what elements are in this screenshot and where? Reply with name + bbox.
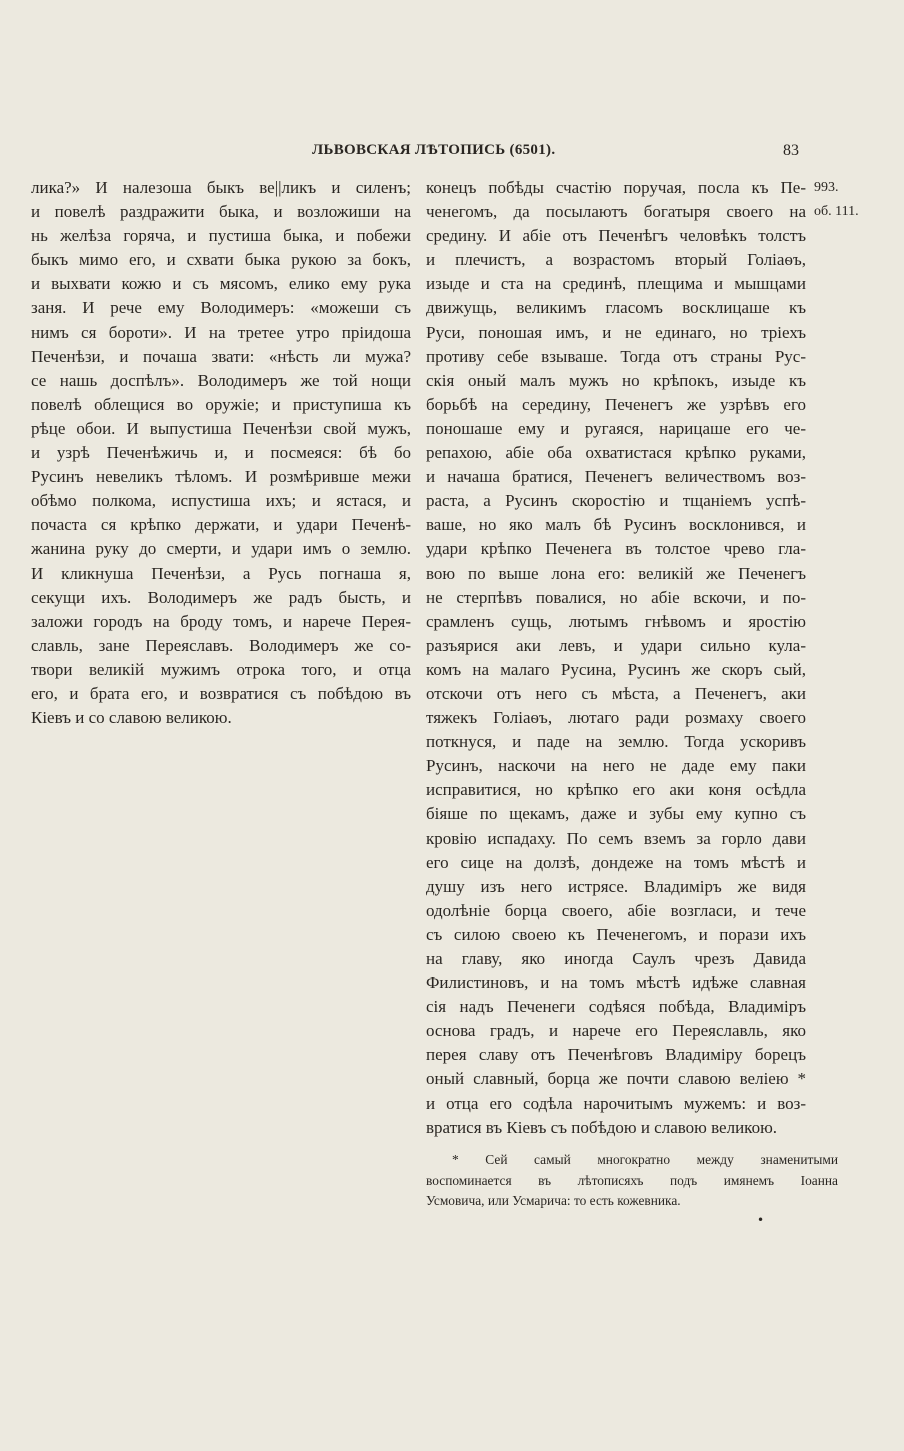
text-line: нь желѣза горяча, и пустиша быка, и побежи <box>31 226 411 246</box>
text-line: славль, зане Переяславъ. Володимеръ же со- <box>31 635 411 655</box>
text-line: основа градъ, и нарече его Переяславль, яко <box>426 1021 806 1041</box>
text-line: секущи ихъ. Володимеръ же радъ бысть, и <box>31 587 411 607</box>
text-line: изыде и ста на срединѣ, плещима и мышцами <box>426 274 806 294</box>
text-line: поткнуся, и паде на землю. Тогда ускоривъ <box>426 732 806 752</box>
text-line: Кіевъ и со славою великою. <box>31 708 232 728</box>
text-line: се нашь доспѣлъ». Володимеръ же той нощи <box>31 370 411 390</box>
text-line: ченегомъ, да посылаютъ богатыря своего на <box>426 202 806 222</box>
text-line: раста, а Русинъ скоростію и тщаніемъ успѣ- <box>426 491 806 511</box>
text-line: его, и брата его, и возвратися съ побѣдою въ <box>31 683 411 703</box>
page-title: ЛЬВОВСКАЯ ЛѢТОПИСЬ (6501). <box>312 142 556 158</box>
text-line: съ силою своею къ Печенегомъ, и порази ихъ <box>426 924 806 944</box>
text-line: сія надъ Печенеги содѣяся побѣда, Владиміръ <box>426 997 806 1017</box>
text-line: быкъ мимо его, и схвати быка рукою за бокъ, <box>31 250 411 270</box>
page-number: 83 <box>783 142 799 159</box>
text-line: перея славу отъ Печенѣговъ Владиміру борецъ <box>426 1045 806 1065</box>
text-line: и начаша братися, Печенегъ величествомъ воз- <box>426 467 806 487</box>
text-line: почаста ся крѣпко держати, и удари Печенѣ- <box>31 515 411 535</box>
text-line: Усмовича, или Усмарича: то есть кожевника. <box>426 1193 681 1208</box>
text-line: рѣце обои. И выпустиша Печенѣзи свой мужъ, <box>31 418 411 438</box>
text-line: жанина руку до смерти, и удари имъ о землю. <box>31 539 411 559</box>
text-line: и повелѣ раздражити быка, и возложиши на <box>31 202 411 222</box>
text-line: и узрѣ Печенѣжичь и, и посмеяся: бѣ бо <box>31 443 411 463</box>
margin-note-year: 993. <box>814 180 839 195</box>
text-line: Филистиновъ, и на томъ мѣстѣ идѣже славная <box>426 973 806 993</box>
text-line: конецъ побѣды счастію поручая, посла къ Пе- <box>426 178 806 197</box>
text-line: и плечистъ, а возрастомъ вторый Голіаѳъ, <box>426 250 806 270</box>
text-line: Русинъ, наскочи на него не даде ему паки <box>426 756 806 776</box>
text-line: его сице на долзѣ, дондеже на томъ мѣстѣ и <box>426 852 806 872</box>
text-line: И кликнуша Печенѣзи, а Русь погнаша я, <box>31 563 411 583</box>
text-line: вратися въ Кіевъ съ побѣдою и славою великою. <box>426 1117 778 1137</box>
text-line: воспоминается въ лѣтописяхъ подъ имянемъ Іоанна <box>426 1172 838 1188</box>
margin-notes <box>814 176 859 224</box>
text-line: движущь, великимъ гласомъ восклицаше къ <box>426 298 806 318</box>
text-line: поношаше ему и ругаяся, нарицаше его че- <box>426 418 806 438</box>
text-line: удари крѣпко Печенега въ толстое чрево гла- <box>426 539 806 559</box>
text-line: оный славный, борца же почти славою веліею * <box>426 1069 806 1089</box>
text-line: вою по выше лона его: великій же Печенегъ <box>426 563 806 583</box>
text-line: * Сей самый многократно между знаменитыми <box>452 1152 838 1167</box>
text-line: Руси, поношая имъ, и не единаго, но тріехъ <box>426 322 806 342</box>
text-line: ваше, но яко малъ бѣ Русинъ восклонився, и <box>426 515 806 535</box>
text-line: Печенѣзи, и почаша звати: «нѣсть ли мужа? <box>31 346 411 366</box>
text-line: не стерпѣвъ повалися, но абіе вскочи, и по- <box>426 587 806 607</box>
text-line: тяжекъ Голіаѳъ, лютаго ради розмаху своего <box>426 708 806 728</box>
page-header <box>0 140 904 164</box>
margin-note-folio: об. 111. <box>814 204 859 220</box>
text-line: борьбѣ на середину, Печенегъ же узрѣвъ его <box>426 394 806 414</box>
text-line: исправитися, но крѣпко его аки коня осѣдла <box>426 780 806 800</box>
text-line: заложи городъ на броду томъ, и нарече Перея- <box>31 611 411 631</box>
text-line: и выхвати кожю и съ мясомъ, елико ему рука <box>31 274 411 294</box>
text-line: на главу, яко иногда Саулъ чрезъ Давида <box>426 949 806 968</box>
text-line: заня. И рече ему Володимеръ: «можеши съ <box>31 298 411 318</box>
text-line: противу себе взываше. Тогда отъ страны Рус- <box>426 346 806 366</box>
ornament-dot: • <box>757 1213 765 1227</box>
right-text-column <box>426 176 806 1140</box>
text-line: нимъ ся бороти». И на третее утро пріидоша <box>31 322 411 342</box>
footnote <box>426 1150 838 1212</box>
text-line: отскочи отъ него съ мѣста, а Печенегъ, аки <box>426 683 806 703</box>
text-line: душу изъ него истрясе. Владиміръ же видя <box>426 876 806 896</box>
text-line: скія оный малъ мужъ но крѣпокъ, изыде къ <box>426 370 806 390</box>
text-line: одолѣніе борца своего, абіе возгласи, и тече <box>426 900 806 920</box>
text-line: кровію испадаху. По семъ вземъ за горло дави <box>426 828 806 848</box>
text-line: лика?» И налезоша быкъ ве||ликъ и силенъ; <box>31 178 411 197</box>
text-line: біяше по щекамъ, даже и зубы ему купно съ <box>426 804 806 824</box>
text-line: и отца его содѣла нарочитымъ мужемъ: и воз- <box>426 1093 806 1113</box>
text-line: срамленъ сущь, лютымъ гнѣвомъ и яростію <box>426 611 806 631</box>
text-line: Русинъ невеликъ тѣломъ. И розмѣривше межи <box>31 467 411 487</box>
text-line: твори великій мужимъ отрока того, и отца <box>31 659 411 679</box>
left-text-column <box>31 176 411 730</box>
text-line: репахою, абіе оба охватистася крѣпко руками, <box>426 443 806 463</box>
text-line: разъярися аки левъ, и удари сильно кула- <box>426 635 806 655</box>
text-line: комъ на малаго Русина, Русинъ же скоръ сый, <box>426 659 806 679</box>
text-line: повелѣ облещися во оружіе; и приступиша къ <box>31 394 411 414</box>
text-line: средину. И абіе отъ Печенѣгъ человѣкъ толстъ <box>426 226 806 246</box>
text-line: обѣмо полкома, испустиша ихъ; и ястася, и <box>31 491 411 511</box>
